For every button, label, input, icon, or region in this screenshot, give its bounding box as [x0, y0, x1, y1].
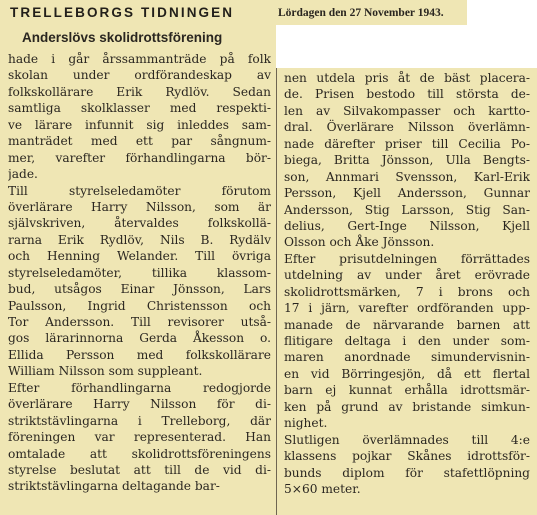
text-line: skolidrottsmärken, 7 i brons och	[284, 284, 530, 299]
article-headline: Anderslövs skolidrottsförening	[22, 30, 223, 45]
column-divider	[276, 68, 277, 515]
text-line: självskriven, återvaldes folkskollä-	[8, 216, 271, 231]
text-line: nade därefter priser till Cecilia Po-	[284, 136, 530, 151]
text-line: dral. Överlärare Nilsson överlämn-	[284, 120, 530, 135]
text-line: manträdet med ett par sångnum-	[8, 134, 271, 149]
newspaper-name: TRELLEBORGS TIDNINGEN	[10, 5, 235, 20]
text-line: utdelning av under året erövrade	[284, 268, 530, 283]
text-line: 5×60 meter.	[284, 481, 361, 496]
text-line: Persson, Kjell Andersson, Gunnar	[284, 186, 530, 201]
text-line: nen utdela pris åt de bäst placera-	[284, 71, 530, 85]
text-line: biega, Britta Jönsson, Ulla Bengts-	[284, 153, 530, 168]
masthead	[0, 0, 467, 25]
text-line: Ellida Persson med folkskollärare	[8, 347, 271, 362]
text-line: en vid Börringesjön, då ett flertal	[284, 366, 530, 381]
text-line: Slutligen överlämnades till 4:e	[284, 432, 530, 447]
left-column-text	[8, 51, 271, 495]
text-line: rarna Erik Rydlöv, Nils B. Rydälv	[8, 232, 271, 247]
text-line: föreningen var representerad. Han	[8, 430, 271, 445]
text-line: överlärare Harry Nilsson för di-	[8, 397, 271, 412]
text-line: Till styrelseledamöter förutom	[8, 183, 271, 198]
text-line: 17 i järn, varefter ordföranden upp-	[284, 301, 530, 316]
text-line: Olsson och Åke Jönsson.	[284, 235, 435, 250]
text-line: folkskollärare Erik Rydlöv. Sedan	[8, 84, 271, 99]
text-line: nighet.	[284, 416, 328, 431]
text-line: skolan under ordförandeskap av	[8, 68, 271, 83]
text-line: Andersson, Stig Larsson, Stig San-	[284, 202, 530, 217]
text-line: barn ej kunnat erhålla idrottsmär-	[284, 383, 530, 398]
text-line: styrelse beslutat att till de vid di-	[8, 462, 271, 477]
text-line: ve lärare infunnit sig inleddes sam-	[8, 117, 271, 132]
text-line: hade i går årssammanträde på folk	[8, 52, 271, 66]
text-line: Efter prisutdelningen förrättades	[284, 251, 530, 266]
text-line: klassens pojkar Skånes idrottsför-	[284, 449, 530, 464]
text-line: flitigare deltaga i den under som-	[284, 334, 530, 348]
text-line: striktstävlingarna deltagande bar-	[8, 479, 220, 494]
text-line: styrelseledamöter, tillika klassom-	[8, 265, 271, 280]
text-line: överlärare Harry Nilsson, som är	[8, 199, 271, 214]
text-line: bud, utsågos Einar Jönsson, Lars	[8, 282, 271, 297]
text-line: omtalade att skolidrottsföreningens	[8, 446, 271, 461]
text-line: delius, Gert-Inge Nilsson, Kjell	[284, 218, 530, 233]
text-line: striktstävlingarna i Trelleborg, där	[8, 413, 271, 428]
text-line: Paulsson, Ingrid Christensson och	[8, 298, 271, 313]
text-line: manade de närvarande barnen att	[284, 317, 530, 332]
text-line: son, Annmari Svensson, Karl-Erik	[284, 169, 530, 184]
text-line: och Henning Welander. Till övriga	[8, 249, 271, 264]
issue-date: Lördagen den 27 November 1943.	[278, 7, 444, 19]
text-line: gos lärarinnorna Gerda Åkesson o.	[8, 331, 271, 346]
text-line: samtliga skolklasser med respekti-	[8, 101, 271, 116]
text-line: William Nilsson som suppleant.	[8, 364, 203, 379]
text-line: mer, varefter förhandlingarna bör-	[8, 150, 271, 165]
right-column-text	[284, 70, 530, 497]
text-line: ken på grund av bristande simkun-	[284, 399, 530, 414]
text-line: Efter förhandlingarna redogjorde	[8, 380, 271, 395]
text-line: Tor Andersson. Till revisorer utså-	[8, 315, 271, 329]
text-line: de. Prisen bestodo till största de-	[284, 87, 530, 102]
text-line: bunds diplom för stafettlöpning	[284, 465, 530, 480]
text-line: maren anordnade simundervisnin-	[284, 350, 530, 365]
text-line: len av Silvakompasser och kartto-	[284, 103, 530, 118]
text-line: jade.	[8, 167, 38, 182]
